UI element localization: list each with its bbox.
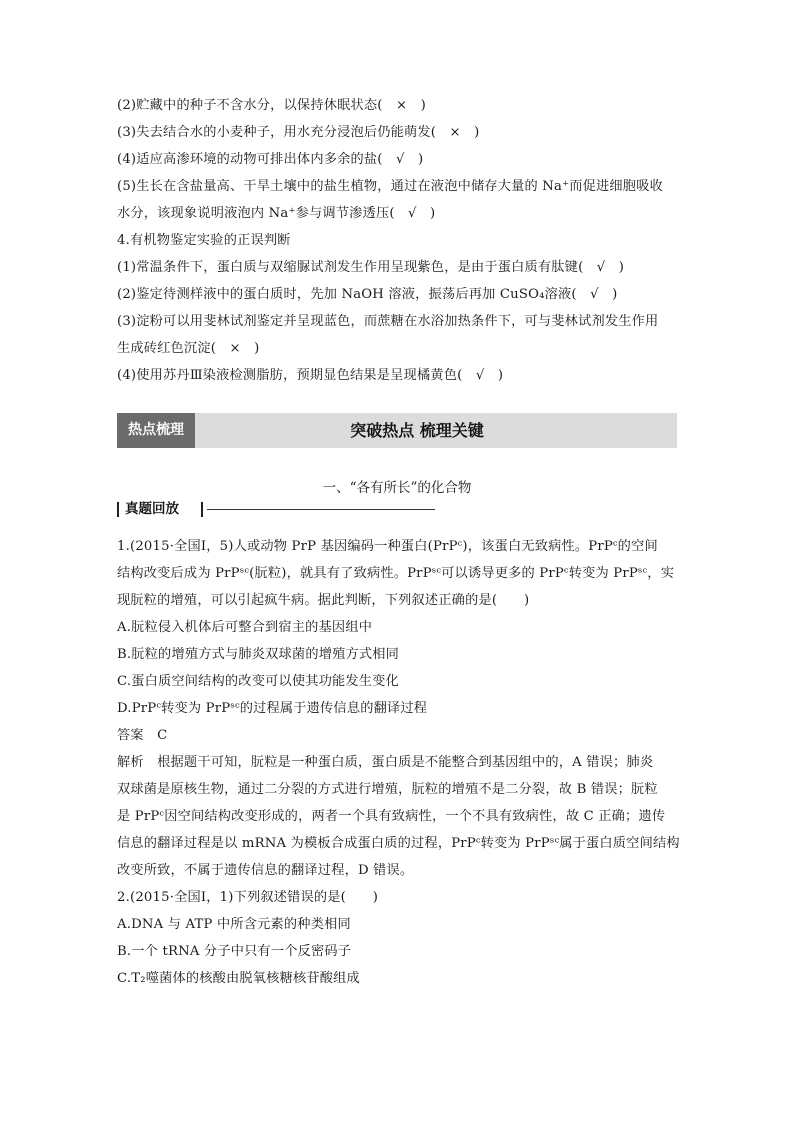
option-a: A.DNA 与 ATP 中所含元素的种类相同: [117, 917, 351, 932]
analysis-text: 双球菌是原核生物，通过二分裂的方式进行增殖，朊粒的增殖不是二分裂，故 B 错误；朊粒: [117, 782, 658, 797]
label-rule: [207, 509, 435, 510]
question-text: 结构改变后成为 PrPˢᶜ(朊粒)，就具有了致病性。PrPˢᶜ可以诱导更多的 PrPᶜ转变为 PrPˢᶜ，实: [117, 566, 675, 581]
option-d: D.PrPᶜ转变为 PrPˢᶜ的过程属于遗传信息的翻译过程: [117, 701, 428, 716]
banner-title: 突破热点 梳理关键: [350, 421, 484, 440]
label-bar-left: [117, 502, 119, 517]
option-a: A.朊粒侵入机体后可整合到宿主的基因组中: [117, 620, 373, 635]
analysis-text: 改变所致，不属于遗传信息的翻译过程，D 错误。: [117, 863, 414, 878]
list-item: (5)生长在含盐量高、干旱土壤中的盐生植物，通过在液泡中储存大量的 Na⁺而促进细胞吸收: [117, 179, 663, 194]
question-text: 现朊粒的增殖，可以引起疯牛病。据此判断，下列叙述正确的是( ): [117, 593, 530, 608]
list-item: (2)鉴定待测样液中的蛋白质时，先加 NaOH 溶液，振荡后再加 CuSO₄溶液( √ ): [117, 287, 618, 302]
document-page: [117, 92, 680, 992]
list-item: 水分，该现象说明液泡内 Na⁺参与调节渗透压( √ ): [117, 206, 436, 221]
section-title: 一、“各有所长”的化合物: [322, 480, 472, 496]
list-item: (3)淀粉可以用斐林试剂鉴定并呈现蓝色，而蔗糖在水浴加热条件下，可与斐林试剂发生作用: [117, 314, 659, 329]
label-bar-right: [201, 502, 203, 517]
option-b: B.朊粒的增殖方式与肺炎双球菌的增殖方式相同: [117, 647, 400, 662]
list-item: (1)常温条件下，蛋白质与双缩脲试剂发生作用呈现紫色，是由于蛋白质有肽键( √ ): [117, 260, 625, 275]
list-heading: 4.有机物鉴定实验的正误判断: [117, 233, 291, 248]
list-item: (2)贮藏中的种子不含水分，以保持休眠状态( × ): [117, 98, 426, 113]
option-c: C.蛋白质空间结构的改变可以使其功能发生变化: [117, 674, 399, 689]
analysis-text: 解析 根据题干可知，朊粒是一种蛋白质，蛋白质是不能整合到基因组中的，A 错误；肺炎: [117, 755, 654, 770]
list-item: 生成砖红色沉淀( × ): [117, 341, 260, 356]
list-item: (3)失去结合水的小麦种子，用水充分浸泡后仍能萌发( × ): [117, 125, 480, 140]
section-banner: [117, 413, 677, 448]
analysis-text: 是 PrPᶜ因空间结构改变形成的，两者一个具有致病性，一个不具有致病性，故 C 正确；遗传: [117, 809, 666, 824]
option-b: B.一个 tRNA 分子中只有一个反密码子: [117, 944, 352, 959]
question-text: 1.(2015·全国Ⅰ，5)人或动物 PrP 基因编码一种蛋白(PrPᶜ)，该蛋白无致病性。PrPᶜ的空间: [117, 539, 658, 554]
answer-line: 答案 C: [117, 728, 168, 743]
option-c: C.T₂噬菌体的核酸由脱氧核糖核苷酸组成: [117, 971, 360, 986]
analysis-text: 信息的翻译过程是以 mRNA 为模板合成蛋白质的过程，PrPᶜ转变为 PrPˢᶜ属于蛋白质空间结构: [117, 836, 680, 851]
list-item: (4)适应高渗环境的动物可排出体内多余的盐( √ ): [117, 152, 424, 167]
subsection-label: [117, 499, 677, 519]
label-text: 真题回放: [125, 501, 179, 517]
question-text: 2.(2015·全国Ⅰ，1)下列叙述错误的是( ): [117, 890, 379, 905]
banner-tag: 热点梳理: [117, 413, 195, 448]
question-list: [117, 533, 680, 992]
judgement-list: [117, 92, 677, 389]
list-item: (4)使用苏丹Ⅲ染液检测脂肪，预期显色结果是呈现橘黄色( √ ): [117, 368, 504, 383]
